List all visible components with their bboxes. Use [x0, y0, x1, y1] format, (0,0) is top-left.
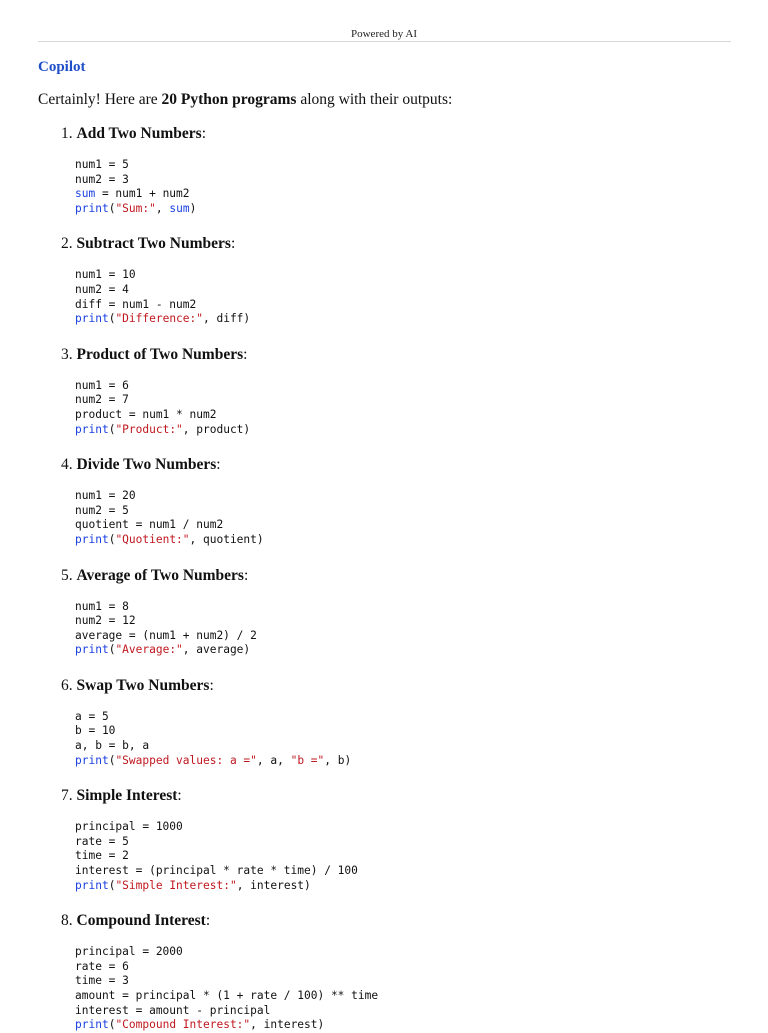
code-line — [75, 864, 741, 879]
program-item — [61, 911, 741, 1033]
code-line — [75, 518, 741, 533]
code-token: ( — [108, 753, 116, 767]
code-token: print — [75, 1018, 109, 1032]
code-token: ( — [108, 643, 116, 657]
program-title: Add Two Numbers — [76, 125, 202, 142]
code-line — [75, 879, 741, 894]
code-token: , diff) — [203, 312, 251, 326]
code-line — [75, 489, 741, 504]
code-line — [75, 283, 741, 298]
program-item — [61, 124, 741, 216]
code-token: "Simple Interest:" — [115, 878, 237, 892]
code-token: sum — [75, 187, 96, 201]
code-line — [75, 533, 741, 548]
code-token: num1 = 6 — [75, 378, 129, 392]
code-token: num2 = 3 — [75, 172, 129, 186]
code-line — [75, 835, 741, 850]
program-number: 1. — [61, 125, 73, 142]
program-heading: 2. Subtract Two Numbers: — [61, 235, 236, 253]
code-token: "Sum:" — [115, 201, 156, 215]
code-token: num1 = 20 — [75, 489, 136, 503]
program-number: 4. — [61, 456, 73, 474]
code-token: num1 = 10 — [75, 268, 136, 282]
code-token: ( — [108, 201, 116, 215]
code-token: , quotient) — [189, 532, 264, 546]
code-block — [75, 710, 741, 768]
program-number: 2. — [61, 235, 73, 253]
code-line — [75, 423, 741, 438]
code-token: = num1 + num2 — [95, 187, 190, 201]
program-title: Swap Two Numbers — [76, 676, 210, 694]
code-token: print — [75, 312, 109, 326]
code-token: print — [75, 643, 109, 657]
code-line — [75, 393, 741, 408]
code-block — [75, 600, 741, 658]
program-number: 3. — [61, 345, 73, 363]
program-item — [61, 455, 741, 547]
program-number: 6. — [61, 676, 73, 694]
code-token: num1 = 5 — [75, 158, 129, 171]
code-line — [75, 298, 741, 313]
code-token: , product) — [182, 422, 251, 436]
program-item — [61, 676, 741, 768]
code-line — [75, 724, 741, 739]
program-number: 5. — [61, 566, 73, 584]
code-block — [75, 945, 741, 1033]
code-token: time = 2 — [75, 849, 129, 863]
assistant-name: Copilot — [38, 59, 86, 75]
code-line — [75, 820, 741, 835]
program-item — [61, 234, 741, 326]
code-block — [75, 268, 741, 326]
code-line — [75, 974, 741, 989]
program-item — [61, 786, 741, 893]
code-token: print — [75, 753, 109, 767]
program-title: Average of Two Numbers — [76, 566, 244, 584]
program-heading: 5. Average of Two Numbers: — [61, 566, 249, 584]
program-title: Compound Interest — [76, 912, 206, 930]
code-token: diff = num1 - num2 — [75, 297, 197, 311]
code-token: principal = 1000 — [75, 820, 183, 834]
code-line — [75, 312, 741, 327]
code-token: "b =" — [290, 753, 325, 767]
code-line — [75, 268, 741, 283]
code-line — [75, 629, 741, 644]
code-token: num2 = 12 — [75, 614, 136, 628]
code-token: b = 10 — [75, 724, 116, 738]
code-token: ( — [108, 422, 116, 436]
program-title: Subtract Two Numbers — [76, 235, 231, 253]
code-line — [75, 600, 741, 615]
code-line — [75, 379, 741, 394]
intro-bold: 20 Python programs — [161, 91, 297, 108]
header-divider — [38, 41, 731, 42]
code-line — [75, 643, 741, 658]
code-line — [75, 173, 741, 188]
code-token: print — [75, 532, 109, 546]
program-title: Divide Two Numbers — [76, 456, 217, 474]
program-heading: 8. Compound Interest: — [61, 912, 211, 930]
program-heading: 7. Simple Interest: — [61, 787, 182, 805]
code-token: a = 5 — [75, 709, 109, 723]
program-number: 8. — [61, 912, 73, 930]
program-heading: 1. Add Two Numbers: — [61, 125, 206, 142]
program-number: 7. — [61, 787, 73, 805]
program-heading: 4. Divide Two Numbers: — [61, 456, 221, 474]
program-item — [61, 566, 741, 658]
code-line — [75, 1004, 741, 1019]
code-token: ( — [108, 1018, 116, 1032]
intro-text — [38, 91, 452, 109]
code-token: ( — [108, 532, 116, 546]
intro-prefix: Certainly! Here are — [38, 91, 162, 108]
code-token: "Swapped values: a =" — [115, 753, 257, 767]
code-line — [75, 710, 741, 725]
program-title: Product of Two Numbers — [76, 345, 244, 363]
code-line — [75, 408, 741, 423]
code-block — [75, 489, 741, 547]
code-line — [75, 739, 741, 754]
code-token: print — [75, 201, 109, 215]
code-token: time = 3 — [75, 974, 129, 988]
code-line — [75, 960, 741, 975]
code-line — [75, 202, 741, 217]
code-token: , — [155, 201, 170, 215]
code-line — [75, 1018, 741, 1033]
code-token: "Compound Interest:" — [115, 1018, 251, 1032]
code-token: sum — [169, 201, 190, 215]
code-block — [75, 379, 741, 437]
code-block — [75, 820, 741, 893]
code-line — [75, 187, 741, 202]
code-line — [75, 989, 741, 1004]
code-token: , interest) — [250, 1018, 325, 1032]
code-token: print — [75, 422, 109, 436]
code-token: , a, — [256, 753, 291, 767]
code-line — [75, 614, 741, 629]
code-line — [75, 158, 741, 173]
code-token: rate = 6 — [75, 959, 129, 973]
code-token: interest = amount - principal — [75, 1003, 271, 1017]
powered-by-label: Powered by AI — [351, 28, 417, 40]
code-block — [75, 158, 741, 216]
code-token: num1 = 8 — [75, 599, 129, 613]
code-token: a, b = b, a — [75, 739, 150, 753]
code-token: , average) — [182, 643, 251, 657]
program-list — [61, 124, 741, 1033]
code-token: average = (num1 + num2) / 2 — [75, 628, 257, 642]
program-heading: 6. Swap Two Numbers: — [61, 676, 214, 694]
code-token: "Average:" — [115, 643, 183, 657]
intro-suffix: along with their outputs: — [296, 91, 453, 108]
code-token: , interest) — [236, 878, 311, 892]
code-token: ) — [189, 201, 197, 215]
code-token: ( — [108, 878, 116, 892]
code-token: amount = principal * (1 + rate / 100) ** time — [75, 989, 379, 1002]
code-token: "Product:" — [115, 422, 183, 436]
code-token: rate = 5 — [75, 834, 129, 848]
code-token: product = num1 * num2 — [75, 407, 217, 421]
program-title: Simple Interest — [76, 787, 178, 805]
code-line — [75, 849, 741, 864]
code-token: interest = (principal * rate * time) / 100 — [75, 864, 358, 878]
code-token: num2 = 7 — [75, 393, 129, 407]
code-token: ( — [108, 312, 116, 326]
code-token: num2 = 4 — [75, 282, 129, 296]
code-line — [75, 945, 741, 960]
code-line — [75, 754, 741, 769]
program-heading: 3. Product of Two Numbers: — [61, 345, 248, 363]
code-line — [75, 504, 741, 519]
code-token: num2 = 5 — [75, 503, 129, 517]
code-token: print — [75, 878, 109, 892]
code-token: quotient = num1 / num2 — [75, 518, 224, 532]
code-token: "Difference:" — [115, 312, 203, 326]
code-token: "Quotient:" — [115, 532, 190, 546]
code-token: principal = 2000 — [75, 945, 183, 959]
program-item — [61, 345, 741, 437]
code-token: , b) — [324, 753, 352, 767]
